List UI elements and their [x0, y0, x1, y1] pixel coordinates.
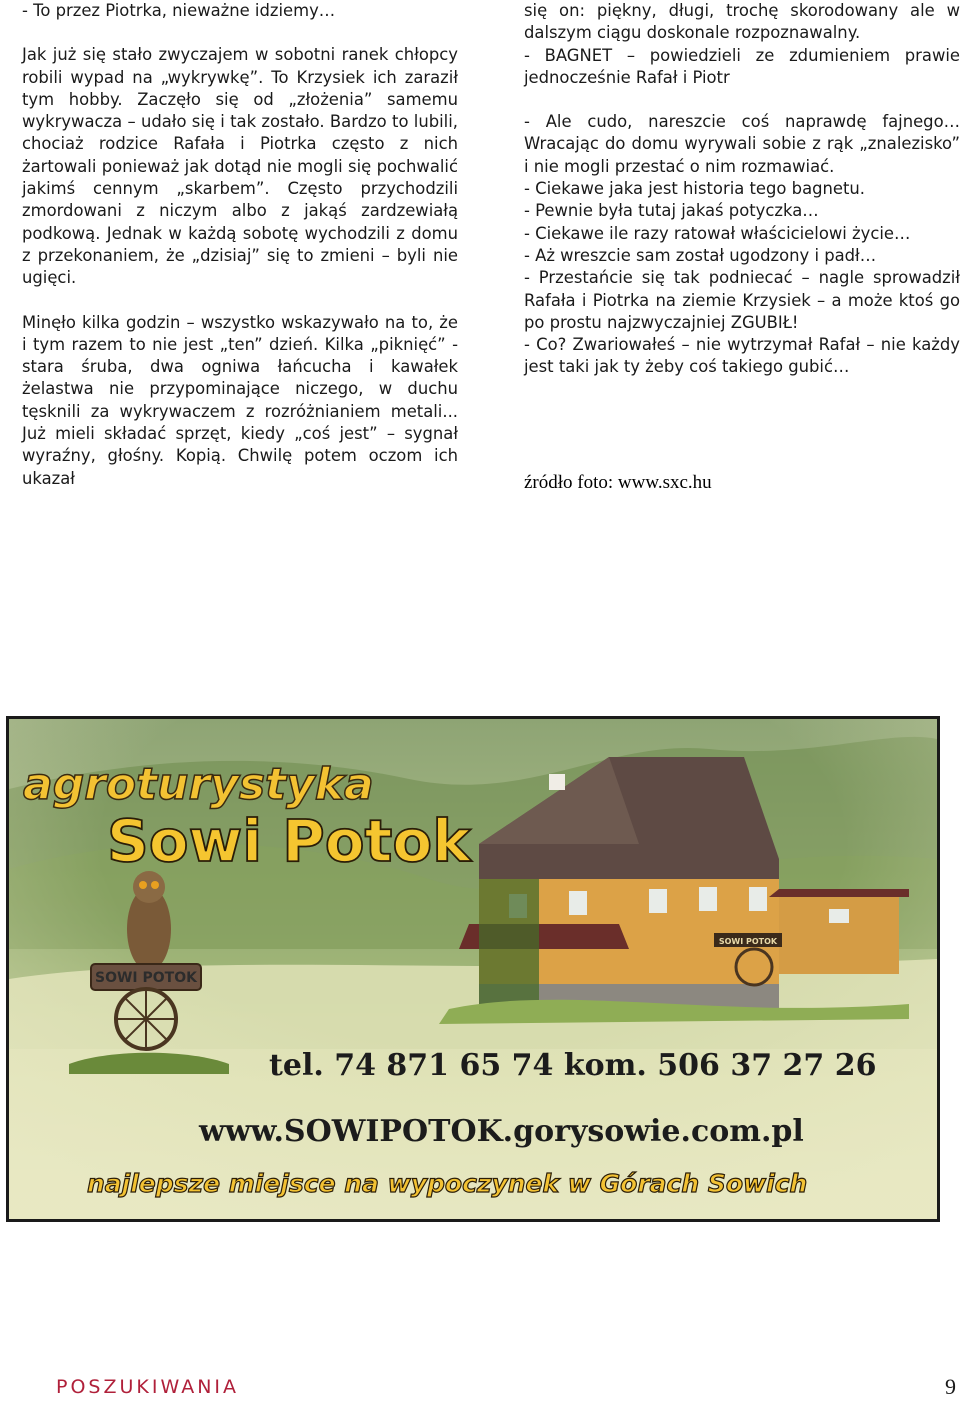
- paragraph-gap: [524, 89, 960, 111]
- house-sign-text: SOWI POTOK: [718, 937, 778, 946]
- footer-page-number: 9: [945, 1374, 956, 1399]
- article-dialogue-line: - BAGNET – powiedzieli ze zdumieniem prawie jednocześnie Rafał i Piotr: [524, 45, 960, 87]
- house-annex-roof: [769, 889, 909, 897]
- article-dialogue-line: - Aż wreszcie sam został ugodzony i padł…: [524, 245, 877, 265]
- article-column-right: [524, 0, 960, 379]
- article-dialogue-line: - Co? Zwariowałeś – nie wytrzymał Rafał – nie każdy jest taki jak ty żeby coś takiego gubić…: [524, 335, 960, 377]
- article-paragraph: - To przez Piotrka, nieważne idziemy…: [22, 1, 336, 20]
- owl-eye: [151, 881, 159, 889]
- ad-title-agroturystyka: agroturystyka: [23, 759, 374, 810]
- house-window: [699, 887, 717, 911]
- house-window: [829, 909, 849, 923]
- house-gable-window: [549, 774, 565, 790]
- article-dialogue-line: - Ciekawe ile razy ratował właścicielowi życie…: [524, 223, 911, 243]
- article-dialogue-line: - Ciekawe jaka jest historia tego bagnetu.: [524, 179, 866, 199]
- ad-title-sowi-potok: Sowi Potok: [107, 807, 471, 875]
- article-column-left: [22, 0, 458, 490]
- ad-website: www.SOWIPOTOK.gorysowie.com.pl: [199, 1114, 804, 1149]
- owl-head: [133, 871, 165, 903]
- house-window: [569, 891, 587, 915]
- ad-phone-number: tel. 74 871 65 74 kom. 506 37 27 26: [269, 1048, 877, 1083]
- house-ivy: [479, 879, 539, 1009]
- article-paragraph: Minęło kilka godzin – wszystko wskazywało na to, że i tym razem to nie jest „ten” dzień. Kilka „piknięć” - stara śruba, dwa ogniwa łańcucha i kawałek żelastwa nie przypominające niczego, w duchu tęsknili za wykrywaczem z rozróżnianiem metali... Już mieli składać sprzęt, kiedy „coś jest” – sygnał wyraźny, głośny. Kopią. Chwilę potem oczom ich ukazał: [22, 312, 458, 488]
- advertisement-artwork: [9, 719, 937, 1219]
- ad-slogan: najlepsze miejsce na wypoczynek w Górach Sowich: [87, 1169, 808, 1198]
- house-annex: [779, 894, 899, 974]
- owl-eye: [139, 881, 147, 889]
- article-dialogue-line: - Ale cudo, nareszcie coś naprawdę fajnego… Wracając do domu wyrywali sobie z rąk „znalezisko” i nie mogli przestać o nim rozmawiać.: [524, 112, 960, 176]
- article-dialogue-line: - Przestańcie się tak podniecać – nagle sprowadził Rafała i Piotrka na ziemie Krzysiek – a może ktoś go po prostu najzwyczajniej ZGUBIŁ!: [524, 268, 960, 332]
- advertisement-banner: [6, 716, 940, 1222]
- paragraph-gap: [22, 290, 458, 312]
- house-window: [649, 889, 667, 913]
- house-window: [749, 887, 767, 911]
- article-paragraph: Jak już się stało zwyczajem w sobotni ranek chłopcy robili wypad na „wykrywkę”. To Krzysiek ich zaraził tym hobby. Zaczęło się od „złożenia” samemu wykrywacza – udało się i tak zostało. Bardzo to lubili, chociaż rodzice Rafała i Piotrka często z nich żartowali ponieważ jak dotąd nie mogli się pochwalić jakimś cennym „skarbem”. Często przychodzili zmordowani z niczym albo z jakąś zardzewiałą podkową. Jednak w każdą sobotę wychodzili z domu z przekonaniem, że „dzisiaj” się to zmieni – byli nie ugięci.: [22, 45, 458, 288]
- paragraph-gap: [22, 22, 458, 44]
- footer-section-title: POSZUKIWANIA: [56, 1376, 240, 1398]
- signpost-text: SOWI POTOK: [95, 970, 197, 986]
- photo-credit: źródło foto: www.sxc.hu: [524, 472, 712, 493]
- article-dialogue-line: - Pewnie była tutaj jakaś potyczka…: [524, 201, 819, 221]
- article-paragraph: się on: piękny, długi, trochę skorodowany ale w dalszym ciągu doskonale rozpoznawalny.: [524, 1, 960, 43]
